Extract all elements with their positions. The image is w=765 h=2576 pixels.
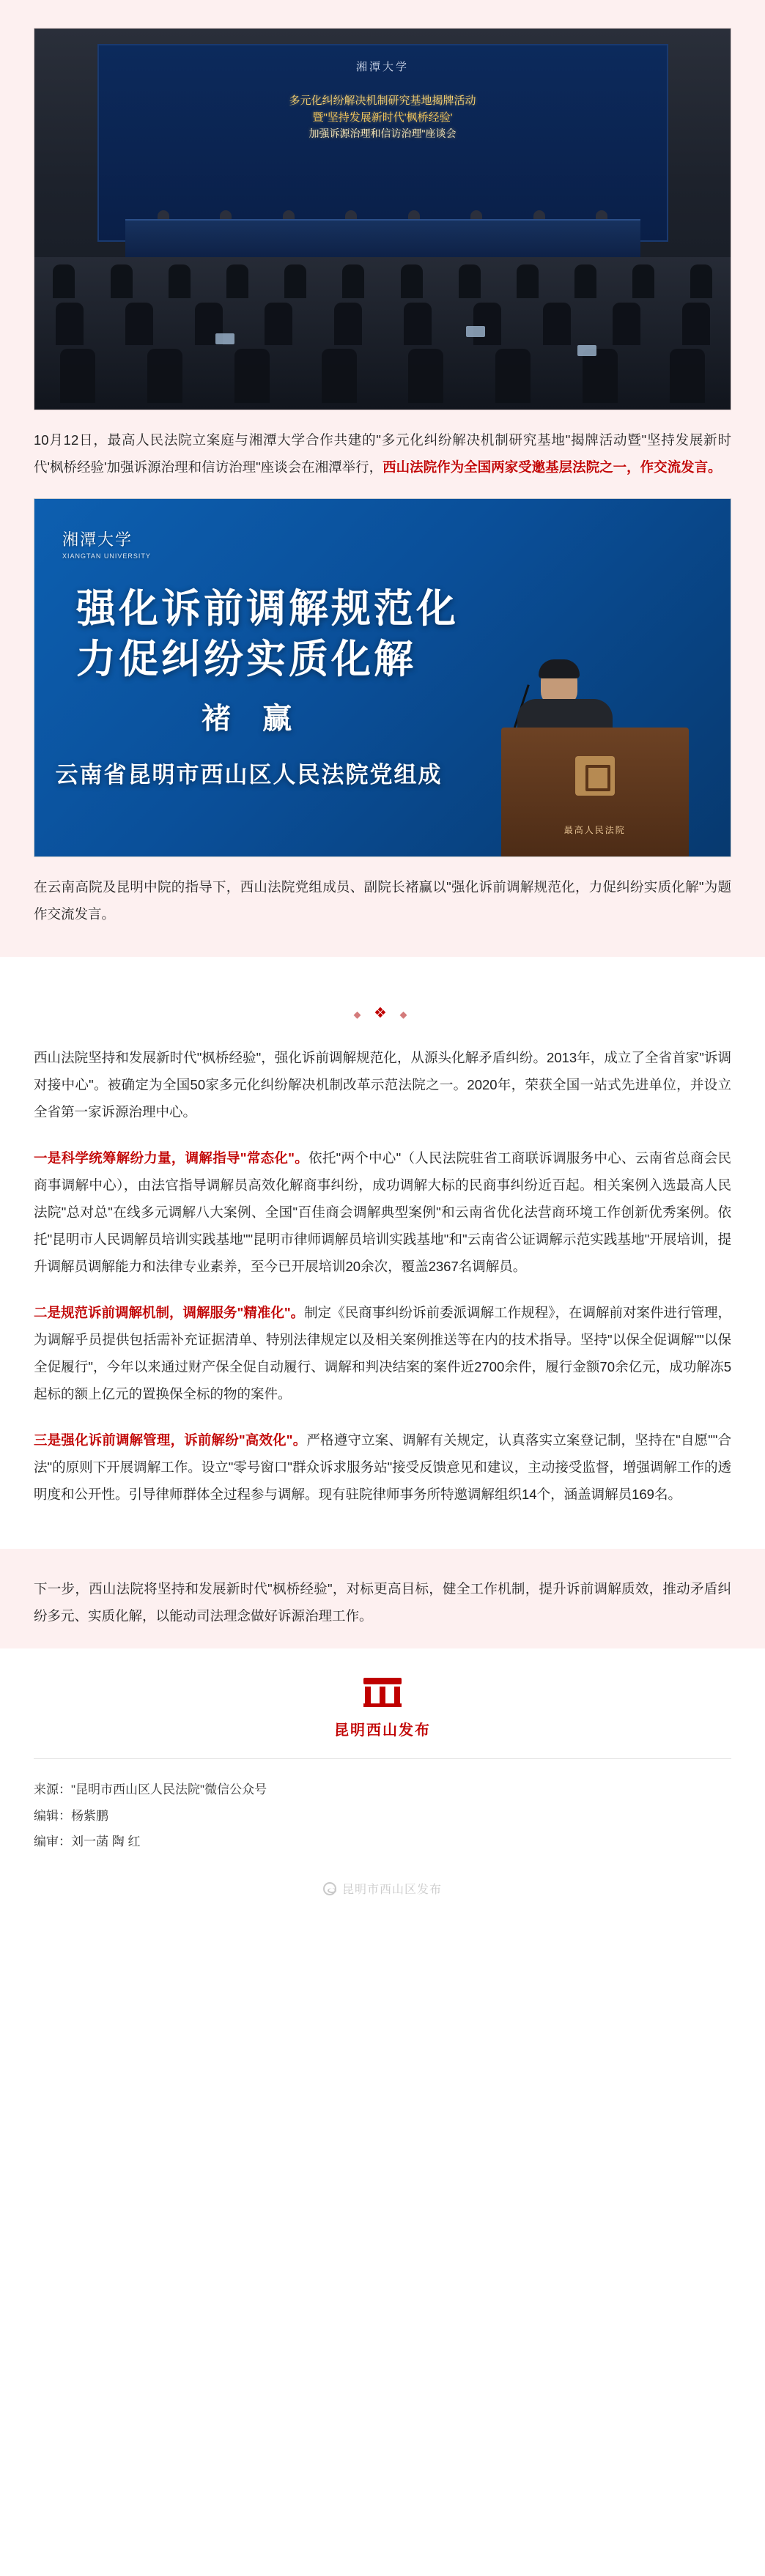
podium-plate-text: 最高人民法院 bbox=[563, 824, 626, 835]
meta-source: 来源："昆明市西山区人民法院"微信公众号 bbox=[34, 1783, 267, 1796]
screen-title-line-1: 强化诉前调解规范化 bbox=[76, 587, 459, 632]
audience-row-back bbox=[34, 264, 731, 298]
caption-conference-text: 10月12日，最高人民法院立案庭与湘潭大学合作共建的"多元化纠纷解决机制研究基地"揭牌活动暨"坚持发展新时代'枫桥经验'加强诉源治理和信访治理"座谈会在湘潭举行， bbox=[34, 432, 731, 475]
divider-center-icon: ❖ bbox=[374, 1005, 391, 1021]
paragraph-intro bbox=[34, 1044, 731, 1125]
article-meta bbox=[0, 1759, 765, 1861]
paragraph-point-three bbox=[34, 1426, 731, 1508]
stage-banner-line-1: 多元化纠纷解决机制研究基地揭牌活动 bbox=[289, 94, 476, 107]
screen-university-logo-en: XIANGTAN UNIVERSITY bbox=[62, 552, 151, 560]
court-emblem-icon bbox=[575, 756, 615, 796]
paragraph-point-two-lead: 二是规范诉前调解机制，调解服务"精准化"。 bbox=[34, 1305, 305, 1320]
watermark-bar bbox=[0, 1861, 765, 1921]
paragraph-intro-text: 西山法院坚持和发展新时代"枫桥经验"，强化诉前调解规范化，从源头化解矛盾纠纷。2013年，成立了全省首家"诉调对接中心"。被确定为全国50家多元化纠纷解决机制改革示范法院之一。2020年，荣获全国一站式先进单位，并设立全省第一家诉源治理中心。 bbox=[34, 1050, 731, 1119]
article-body bbox=[0, 957, 765, 1549]
paragraph-point-one-lead: 一是科学统筹解纷力量，调解指导"常态化"。 bbox=[34, 1150, 309, 1166]
paragraph-point-three-lead: 三是强化诉前调解管理，诉前解纷"高效化"。 bbox=[34, 1432, 307, 1448]
audience-row-middle bbox=[34, 303, 731, 345]
paragraph-point-two bbox=[34, 1299, 731, 1407]
caption-speaker: 在云南高院及昆明中院的指导下，西山法院党组成员、副院长褚赢以"强化诉前调解规范化，力促纠纷实质化解"为题作交流发言。 bbox=[34, 879, 731, 922]
caption-conference bbox=[34, 426, 731, 481]
screen-speaker-org: 云南省昆明市西山区人民法院党组成 bbox=[55, 762, 443, 788]
laptop-icon bbox=[577, 345, 596, 356]
divider-dot-left: ◆ bbox=[353, 1009, 366, 1020]
screen-university-logo bbox=[62, 528, 151, 560]
laptop-icon bbox=[215, 333, 234, 344]
gate-roof bbox=[363, 1678, 402, 1684]
stage-banner-line-3: 加强诉源治理和信访治理"座谈会 bbox=[308, 127, 457, 140]
audience-row-front bbox=[34, 349, 731, 403]
stage-university-logo: 湘潭大学 bbox=[355, 61, 410, 74]
publisher-label: 昆明西山发布 bbox=[334, 1722, 431, 1739]
conference-photo-frame bbox=[34, 28, 731, 410]
head-table bbox=[125, 219, 640, 257]
paragraph-point-two-text: 制定《民商事纠纷诉前委派调解工作规程》，在调解前对案件进行管理，为调解乎员提供包括需补充证据清单、特别法律规定以及相关案例推送等在内的技术指导。坚持"以保全促调解""以保全促履行"，今年以来通过财产保全促自动履行、调解和判决结案的案件近2700余件，履行金额70余亿元，成功解冻5起标的额上亿元的置换保全标的物的案件。 bbox=[34, 1305, 731, 1402]
paragraph-point-one-text: 依托"两个中心"（人民法院驻省工商联诉调服务中心、云南省总商会民商事调解中心），由法官指导调解员高效化解商事纠纷，成功调解大标的民商事纠纷近百起。相关案例入选最高人民法院"总对总"在线多元调解八大案例、全国"百佳商会调解典型案例"和云南省优化法营商环境工作创新优秀案例。依托"昆明市人民调解员培训实践基地""昆明市律师调解员培训实践基地"和"云南省公证调解示范实践基地"开展培训，提升调解员调解能力和法律专业素养，至今已开展培训20余次，覆盖2367名调解员。 bbox=[34, 1150, 731, 1274]
closing-section bbox=[0, 1549, 765, 1648]
paragraph-point-three-text: 严格遵守立案、调解有关规定，认真落实立案登记制，坚持在"自愿""合法"的原则下开展调解工作。设立"零号窗口"群众诉求服务站"接受反馈意见和建议，主动接受监督，增强调解工作的透明度和公开性。引导律师群体全过程参与调解。现有驻院律师事务所特邀调解组织14个，涵盖调解员169名。 bbox=[34, 1432, 731, 1502]
divider-dot-right: ◆ bbox=[399, 1009, 412, 1020]
gate-tower-icon bbox=[363, 1678, 402, 1707]
stage-banner-line-2: 暨"坚持发展新时代'枫桥经验' bbox=[312, 111, 453, 124]
top-section bbox=[0, 0, 765, 957]
podium bbox=[501, 728, 690, 856]
screen-title-line-2: 力促纠纷实质化解 bbox=[76, 637, 416, 681]
conference-hall-photo bbox=[34, 29, 731, 410]
weibo-icon bbox=[323, 1882, 336, 1895]
ornament-divider bbox=[34, 991, 731, 1044]
paragraph-closing: 下一步，西山法院将坚持和发展新时代"枫桥经验"，对标更高目标，健全工作机制，提升诉前调解质效，推动矛盾纠纷多元、实质化解，以能动司法理念做好诉源治理工作。 bbox=[34, 1581, 731, 1624]
caption-conference-highlight: 西山法院作为全国两家受邀基层法院之一，作交流发言。 bbox=[382, 459, 722, 475]
watermark-text: 昆明市西山区发布 bbox=[341, 1884, 442, 1897]
watermark bbox=[323, 1880, 442, 1897]
speaker-podium-photo bbox=[34, 498, 731, 857]
meta-editor: 编辑：杨紫鹏 bbox=[34, 1808, 108, 1823]
publisher-mark bbox=[0, 1648, 765, 1758]
screen-speaker-name: 褚 赢 bbox=[202, 703, 304, 736]
gate-base bbox=[363, 1703, 402, 1707]
laptop-icon bbox=[466, 326, 485, 337]
meta-editor-2: 编审：刘一菡 陶 红 bbox=[34, 1835, 141, 1849]
paragraph-point-one bbox=[34, 1144, 731, 1280]
screen-university-logo-cn: 湘潭大学 bbox=[62, 530, 133, 549]
stage-banner-text bbox=[99, 92, 667, 142]
